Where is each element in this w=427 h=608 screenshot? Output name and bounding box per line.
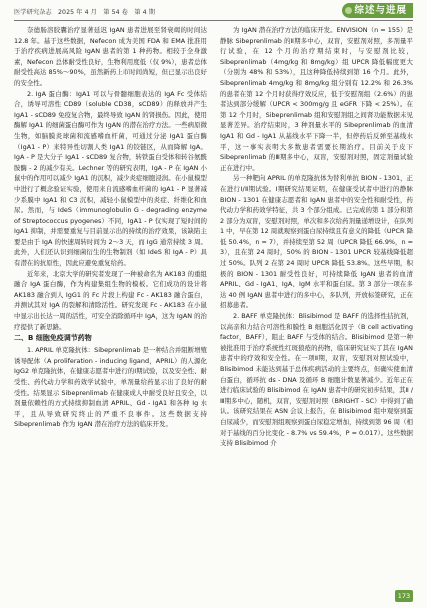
paragraph: 2. BAFF 单克隆抗体：Blisibimod 是 BAFF 的选择性拮抗剂，以高亲和力结合可溶性和膜性 B 细胞活化因子（B cell activating factor，BAFF），阻止 BAFF 与受体的结合。Blisibimod 是第一种被批准用于治疗系统性红斑狼疮的药物，临床研究证实了其在 IgAN 患者中的疗效和安全性。在一项Ⅱ期，双盲，安慰剂对照试验中，Blisibimod 未能达到基于总体疾病活动的主要终点，但确实使血清白蛋白，循环抗 ds - DNA 及循环 B 细胞计数显著减少。近年正在进行临床试验的 Blisibimod 在 IgAN 患者中的研究初步结果，其Ⅱ / Ⅲ期多中心，随机，双盲，安慰剂对照（BRIGHT - SC）中得到了确认。该研究结果在 ASN 会议上报告，在 Blisibimod 组中观察到蛋白尿减少，而安慰剂组观察到蛋白尿稳定增加，持续到第 96 周（相对于基线的百分比变化 - 8.7% vs 59.4%，P = 0.017）。这些数据支持 Blisibimod 介 bbox=[220, 312, 413, 448]
paragraph: 1. APRIL 单克隆抗体：Sibeprenlimab 是一种结合并阻断增殖诱导配体（A proliferation - inducing ligand，APRIL）的人源化 IgG2 单克隆抗体，在健康志愿者中进行的Ⅰ期试验，以及安全性、耐受性、药代动力学和药效学试验中，单剂量给药显示出了良好的耐受性。结果显示 Sibeprenlimab 在健康成人中耐受良好且安全，以剂量依赖性的方式持续抑制血清 APRIL、Gd - IgA1 和各种 Ig 水平，且从导致研究终止的严重不良事件。这些数据支持 Sibeprenlimab 作为 IgAN 潜在治疗方法的临床开发。 bbox=[14, 346, 207, 429]
journal-info: 医学研究杂志 2025 年 4 月 第 54 卷 第 4 期 bbox=[14, 9, 156, 16]
paragraph: 另一种靶向 APRIL 的单克隆抗体为替利单抗 BION - 1301，正在进行Ⅰ/Ⅱ期试验。Ⅰ期研究结果证明，在健康受试者中进行的静脉 BION - 1301 在健康志愿者和 IgAN 患者中的安全性和耐受性，药代动力学和药效学特征，共 3 个部分组成。已完成的第 1 部分和第 2 部分为双盲，安慰剂对照，单次和多次给药剂量递增设计，在队列 1 中，早在第 12 周就观察到蛋白尿持续且有意义的降低（UPCR 降低 50.4%，n = 7），并持续至第 52 周（UPCR 降低 66.9%，n = 3），且在第 24 周时，50% 的 BION - 1301 UPCR 较基线降低超过 50%。队列 2 在第 24 周时 UPCR 降低 53.8%。这些早期，积极的 BION - 1301 耐受性良好，可持续降低 IgAN 患者的血清 APRIL、Gd - IgA1、IgA、IgM 水平和蛋白尿。第 3 部分一项在多达 40 例 IgAN 患者中进行的多中心，多队列，开放标签研究，正在招募患者。 bbox=[220, 174, 413, 310]
page-number: 173 bbox=[395, 590, 413, 602]
page-header bbox=[0, 0, 427, 22]
section-heading: 二、B 细胞免疫调节药物 bbox=[14, 334, 92, 343]
paragraph: 近年来，北京大学的研究者发现了一种被命名为 AK183 的重组融合 IgA 蛋白酶，作为构建集组生物的模板。它们成功的设计将 AK183 融合到人 IgG1 的 Fc 片段上构建 Fc - AK183 融合蛋白，并测试其对 IgA 的裂解和清除活性。研究发现 Fc - AK183 在小鼠中显示出长达一周的活性，可安全消除循环中 IgA，这为 IgAN 的治疗提供了新思路。 bbox=[14, 269, 207, 331]
header-rule bbox=[14, 20, 413, 21]
left-column bbox=[14, 25, 207, 430]
right-column bbox=[220, 25, 413, 449]
paragraph: 为 IgAN 潜在治疗方法的临床开发。ENVISION（n = 155）是静脉 Sibeprenlimab 的Ⅱ期多中心，双盲，安慰剂对照，多剂量平行试验，在 12 个月的治疗期结束时，与安慰剂比较，Sibeprenlimab（4mg/kg 和 8mg/kg）组 UPCR 降低幅度更大（分别为 48% 和 53%），且这种降低持续到第 16 个月。此外，Sibeprenlimab 4mg/kg 和 8mg/kg 组分别有 12.2% 和 26.3% 的患者在第 12 个月时获得疗效反应，低于安慰剂组（2.6%）的患者达到部分缓解（UPCR < 300mg/g 且 eGFR 下降 < 25%）。在第 12 个月时，Sibeprenlimab 组和安慰剂组之间肾功能数据未见显著差异。治疗结束时，3 种剂量水平的 Sibeprenlimab 的血清 IgA1 和 Gd - IgA1 从基线水平下降一半，但停药后反弹至基线水平，这一事实表明大多数患者需要长期治疗。目前关于皮下 Sibeprenlimab 的Ⅲ期多中心，双盲，安慰剂对照，固定剂量试验正在进行中。 bbox=[220, 26, 413, 172]
paragraph: 2. IgA 蛋白酶：IgA1 可以与骨髓细胞表达的 IgA Fc 受体结合，诱导可溶性 CD89（soluble CD38，sCD89）的释放并产生 IgA1 - sCD89 免疫复合物，最终导致 IgAN 的肾损伤。因此，使用酶解 IgA1 的细菌蛋白酶可作为 IgAN 的潜在治疗方法。一些病原微生物，如脑膜炎球菌和流感嗜血杆菌，可通过分泌 IgA1 蛋白酶（IgA1 - P）来特异性切割人类 IgA1 的铰链区，从而降解 IgA。IgA - P 是大分子 IgA1 - sCD89 复合物，转铁蛋白受体和转谷氨酰胺酶 - 2 的减少有关。Lechner 等的研究表明，IgA - P 在 IgAN 小鼠中的作用可以减少 IgA1 的沉积，减少炎症细胞浸润。在小鼠模型中进行了概念验证实验，使用来自流感嗜血杆菌的 IgA1 - P 显著减少系膜中 IgA1 和 C3 沉积，减轻小鼠模型中的炎症、纤维化和血尿。然而，与 IdeS（immunoglobulin G - degrading enzyme of Streptococcus pyogenes）不同，IgA1 - P 仅实现了短时间的 IgA1 抑制，并需要重复与目前显示出的持续的治疗效果，该缺陷主要是由于 IgA 的快速周转时间为 2～3 天，而 IgG 通常持续 3 周。此外，人们还认识到细菌衍生的生物制剂（如 IdeS 和 IgA - P）具有潜在的抗原性，因此应避免重复给药。 bbox=[14, 89, 207, 268]
section-badge: 综述与进展 bbox=[342, 3, 413, 18]
paragraph: 奈德肠溶胶囊治疗显著延迟 IgAN 患者进展至肾衰竭的时间达 12.8 年。基于这些数据，Nefecon 成为美国 FDA 和 EMA 批准用于治疗疾病进展高风险 IgAN 患者的第 1 种药物。相较于全身激素，Nefecon 总体耐受性良好，生物利用度低（仅 9%），患者总体耐受性高达 85%～90%，虽然新药上市时间尚短，但已显示出良好的安全性。 bbox=[14, 26, 207, 87]
